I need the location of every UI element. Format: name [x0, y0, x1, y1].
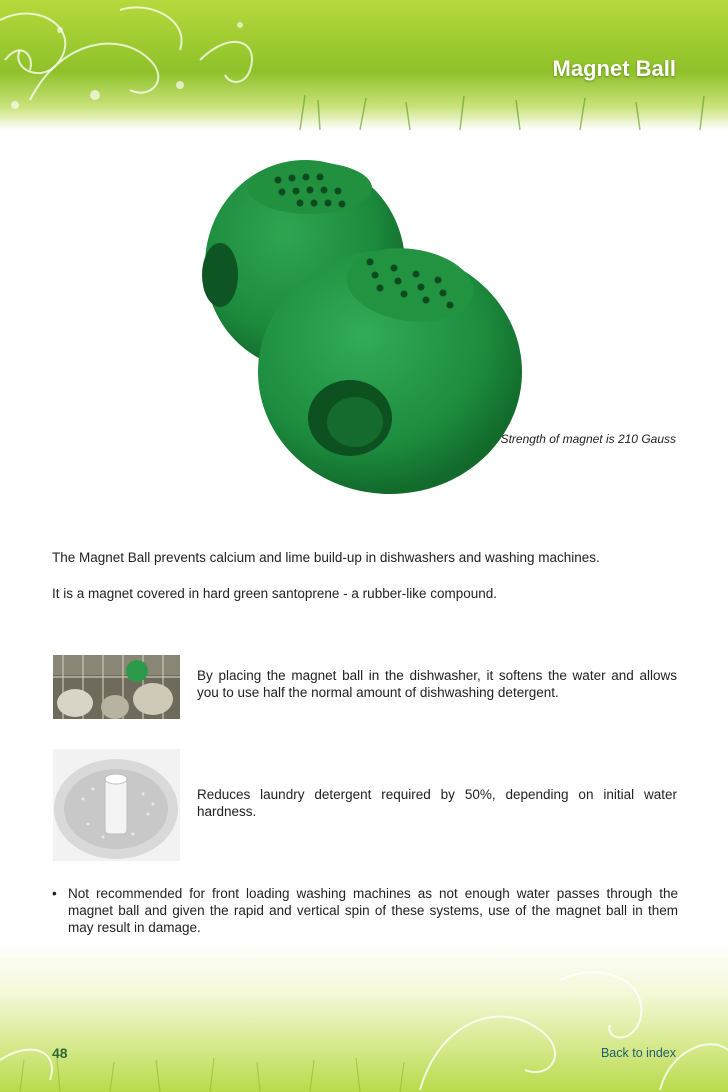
- footer-swirl-decoration: [0, 940, 728, 1092]
- magnet-ball-image: [200, 150, 530, 500]
- header-banner: [0, 0, 728, 130]
- footer-banner: [0, 940, 728, 1092]
- dishwasher-photo: [53, 655, 180, 719]
- intro-paragraph-2: It is a magnet covered in hard green santoprene - a rubber-like compound.: [52, 586, 498, 601]
- feature-laundry-text: Reduces laundry detergent required by 50%, depending on initial water hardness.: [197, 787, 677, 819]
- back-to-index-link[interactable]: Back to index: [600, 1046, 676, 1060]
- warning-bullet: [52, 885, 678, 936]
- image-caption: Strength of magnet is 210 Gauss: [500, 432, 676, 446]
- page-title: Magnet Ball: [552, 56, 676, 81]
- page-number: 48: [52, 1045, 68, 1061]
- washing-machine-photo: [53, 749, 180, 861]
- feature-dishwasher-text: By placing the magnet ball in the dishwasher, it softens the water and allows you to use half the normal amount of dishwashing detergent.: [197, 668, 677, 700]
- intro-paragraph-1: The Magnet Ball prevents calcium and lime build-up in dishwashers and washing machines.: [52, 550, 600, 565]
- warning-text: Not recommended for front loading washing machines as not enough water passes through the magnet ball and given the rapid and vertical spin of these systems, use of the magnet ball in them may result in damage.: [68, 886, 678, 935]
- bullet-marker: •: [52, 886, 57, 901]
